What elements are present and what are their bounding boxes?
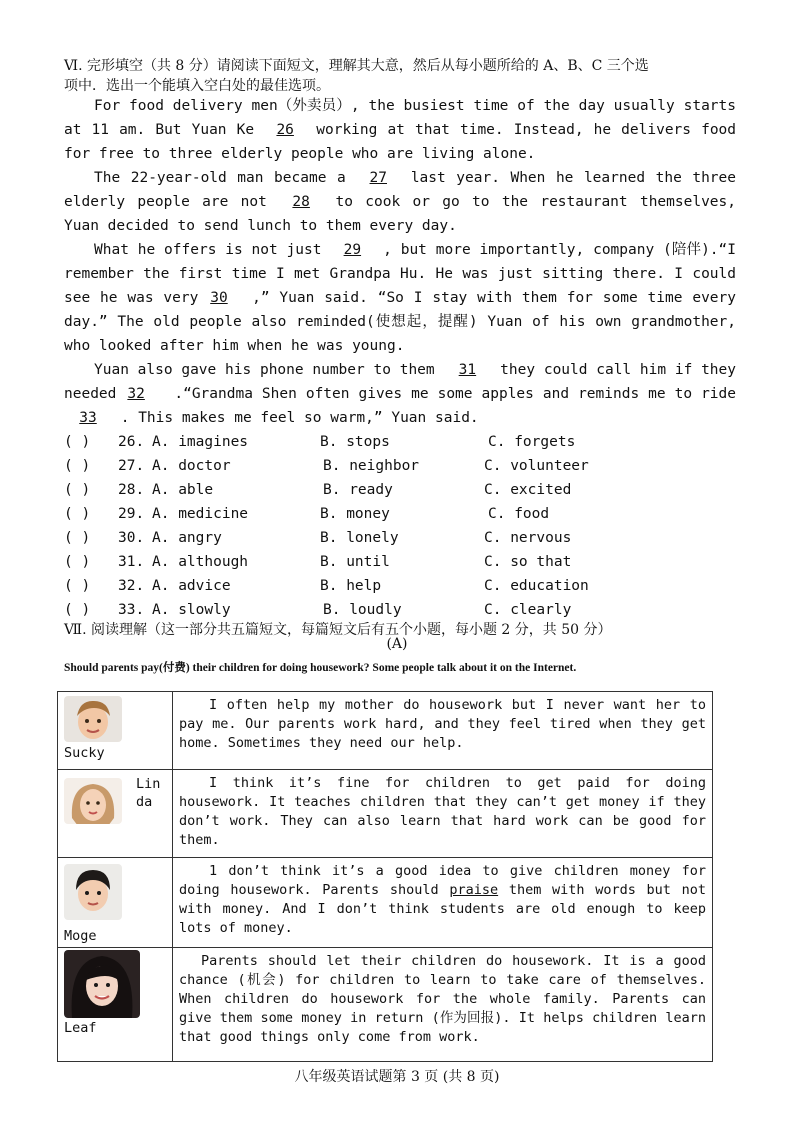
boy-avatar-icon bbox=[64, 696, 122, 742]
table-row bbox=[58, 858, 713, 948]
opinion-text-content: I often help my mother do housework but I never want her to pay me. Our parents work hard, and they feel tired when they get home. Sometimes they need our help. bbox=[179, 697, 706, 751]
question-number: 26. bbox=[118, 434, 145, 450]
passage-text: last year. When he learned the three elderly people are not bbox=[64, 170, 736, 210]
option-a: A. able bbox=[152, 482, 214, 498]
person-cell bbox=[58, 948, 173, 1062]
answer-paren[interactable]: ( ) bbox=[64, 482, 91, 498]
woman-avatar-icon bbox=[64, 950, 140, 1018]
section6-heading-line1: Ⅵ. 完形填空（共 8 分）请阅读下面短文，理解其大意，然后从每小题所给的 A、B、C 三个选 bbox=[64, 58, 649, 74]
table-row bbox=[58, 692, 713, 770]
option-a: A. angry bbox=[152, 530, 222, 546]
passage-paragraph-1 bbox=[64, 94, 736, 166]
section6-heading bbox=[64, 56, 744, 96]
option-b: B. until bbox=[320, 554, 390, 570]
passage-text: working at that time. Instead, he delivers food for free to three elderly people who are living alone. bbox=[64, 122, 737, 162]
option-a: A. although bbox=[152, 554, 249, 570]
option-a: A. advice bbox=[152, 578, 231, 594]
passage-text: to cook or go to the restaurant themselves, Yuan decided to send lunch to them every day. bbox=[64, 194, 736, 234]
option-c: C. nervous bbox=[484, 530, 572, 546]
answer-paren[interactable]: ( ) bbox=[64, 434, 91, 450]
option-a: A. doctor bbox=[152, 458, 231, 474]
option-row-28 bbox=[64, 478, 744, 502]
option-a: A. slowly bbox=[152, 602, 231, 618]
person-name: Sucky bbox=[64, 745, 105, 761]
child-avatar-icon bbox=[64, 864, 122, 920]
passage-text: What he offers is not just bbox=[94, 242, 331, 258]
option-b: B. lonely bbox=[320, 530, 399, 546]
passage-text: , but more importantly, company (陪伴).“I remember the first time I met Grandpa Hu. He was just sitting there. I could see he was very bbox=[64, 242, 736, 306]
option-row-26 bbox=[64, 430, 744, 454]
option-c: C. so that bbox=[484, 554, 572, 570]
table-row bbox=[58, 770, 713, 858]
question-number: 27. bbox=[118, 458, 145, 474]
person-name: Moge bbox=[64, 928, 97, 944]
page-footer: 八年级英语试题第 3 页 (共 8 页) bbox=[294, 1069, 500, 1085]
question-number: 29. bbox=[118, 506, 145, 522]
option-b: B. ready bbox=[323, 482, 393, 498]
blank-31: 31 bbox=[458, 362, 477, 378]
option-b: B. money bbox=[320, 506, 390, 522]
option-b: B. stops bbox=[320, 434, 390, 450]
answer-paren[interactable]: ( ) bbox=[64, 506, 91, 522]
option-c: C. volunteer bbox=[484, 458, 589, 474]
blank-30: 30 bbox=[210, 290, 228, 306]
person-cell bbox=[58, 858, 173, 948]
answer-paren[interactable]: ( ) bbox=[64, 554, 91, 570]
option-a: A. imagines bbox=[152, 434, 249, 450]
opinions-table bbox=[57, 691, 713, 1062]
person-cell bbox=[58, 770, 173, 858]
passage-text: For food delivery men（外卖员）, the busiest time of the day usually starts at 11 am. But Yuan Ke bbox=[64, 98, 736, 138]
opinion-text bbox=[173, 770, 713, 858]
option-row-27 bbox=[64, 454, 744, 478]
underlined-word: praise bbox=[449, 882, 499, 898]
opinion-text-content: them with words but not with money. And I don’t think students are old enough to keep lots of money. bbox=[179, 882, 706, 936]
option-a: A. medicine bbox=[152, 506, 249, 522]
option-row-29 bbox=[64, 502, 744, 526]
blank-29: 29 bbox=[343, 242, 362, 258]
blank-28: 28 bbox=[292, 194, 310, 210]
passage-paragraph-3 bbox=[64, 238, 736, 358]
option-row-30 bbox=[64, 526, 744, 550]
option-row-33 bbox=[64, 598, 744, 622]
passage-text: . This makes me feel so warm,” Yuan said. bbox=[112, 410, 479, 426]
person-cell bbox=[58, 692, 173, 770]
option-c: C. education bbox=[484, 578, 589, 594]
section7-heading: Ⅶ. 阅读理解（这一部分共五篇短文，每篇短文后有五个小题，每小题 2 分，共 50 分） bbox=[64, 622, 612, 638]
passage-intro: Should parents pay(付费) their children for doing housework? Some people talk about it on the Internet. bbox=[64, 662, 577, 674]
blank-26: 26 bbox=[276, 122, 294, 138]
answer-paren[interactable]: ( ) bbox=[64, 602, 91, 618]
person-name: Leaf bbox=[64, 1020, 97, 1036]
passage-text: .“Grandma Shen often gives me some apples and reminds me to ride bbox=[165, 386, 736, 402]
blank-33: 33 bbox=[79, 410, 97, 426]
passage-text: Yuan also gave his phone number to them bbox=[94, 362, 444, 378]
opinion-text-content: I think it’s fine for children to get paid for doing housework. It teaches children that they can’t get money if they don’t work. They can also learn that hard work can be good for them. bbox=[179, 775, 706, 848]
option-c: C. forgets bbox=[488, 434, 576, 450]
opinion-text bbox=[173, 858, 713, 948]
blank-27: 27 bbox=[369, 170, 387, 186]
answer-paren[interactable]: ( ) bbox=[64, 578, 91, 594]
opinion-text bbox=[173, 948, 713, 1062]
passage-text: ,” Yuan said. “So I stay with them for some time every day.” The old people also reminded(使想起，提醒) Yuan of his own grandmother, who looked after him when he was young. bbox=[64, 290, 736, 354]
passage-paragraph-2 bbox=[64, 166, 736, 238]
option-b: B. loudly bbox=[323, 602, 402, 618]
passage-label: (A) bbox=[386, 636, 408, 652]
question-number: 28. bbox=[118, 482, 145, 498]
question-number: 30. bbox=[118, 530, 145, 546]
option-c: C. food bbox=[488, 506, 550, 522]
passage-paragraph-4 bbox=[64, 358, 736, 430]
opinion-text-content: Parents should let their children do housework. It is a good chance (机会) for children to learn to take care of themselves. When children do housework for the whole family. Parents can give them some money in return (作为回报). It helps children learn that good things only come from work. bbox=[179, 953, 706, 1045]
option-row-32 bbox=[64, 574, 744, 598]
table-row bbox=[58, 948, 713, 1062]
answer-paren[interactable]: ( ) bbox=[64, 530, 91, 546]
option-row-31 bbox=[64, 550, 744, 574]
person-name-line1: Lin bbox=[136, 776, 161, 792]
question-number: 32. bbox=[118, 578, 145, 594]
answer-paren[interactable]: ( ) bbox=[64, 458, 91, 474]
question-number: 31. bbox=[118, 554, 145, 570]
blank-32: 32 bbox=[127, 386, 145, 402]
girl-avatar-icon bbox=[64, 778, 122, 824]
option-c: C. clearly bbox=[484, 602, 572, 618]
passage-text: they could call him if they needed bbox=[64, 362, 736, 402]
passage-text: The 22-year-old man became a bbox=[94, 170, 357, 186]
option-b: B. neighbor bbox=[323, 458, 420, 474]
option-b: B. help bbox=[320, 578, 382, 594]
section6-heading-line2: 项中．选出一个能填入空白处的最佳选项。 bbox=[64, 78, 330, 94]
question-number: 33. bbox=[118, 602, 145, 618]
opinion-text-content: 1 don’t think it’s a good idea to give children money for doing housework. Parents should bbox=[179, 863, 706, 898]
option-c: C. excited bbox=[484, 482, 572, 498]
opinion-text bbox=[173, 692, 713, 770]
person-name-line2: da bbox=[136, 794, 153, 810]
